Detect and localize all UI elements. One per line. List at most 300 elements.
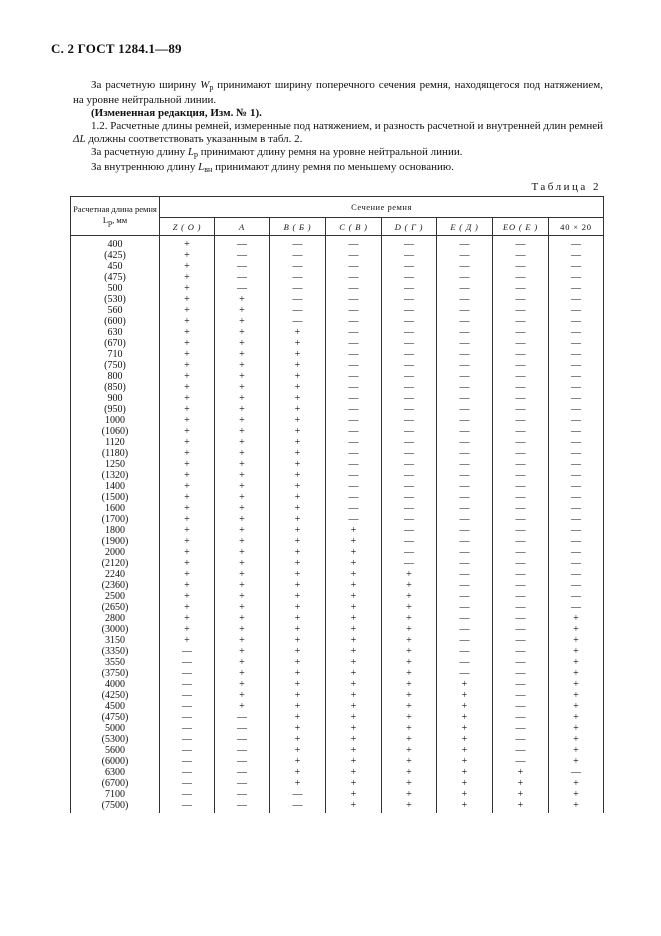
- availability-cell: —: [382, 437, 437, 448]
- availability-cell: +: [326, 657, 382, 668]
- availability-cell: —: [326, 360, 382, 371]
- availability-cell: +: [326, 613, 382, 624]
- availability-cell: —: [270, 305, 326, 316]
- availability-cell: +: [160, 349, 215, 360]
- paragraph-width: [73, 79, 603, 107]
- availability-cell: +: [215, 360, 270, 371]
- availability-cell: —: [437, 382, 493, 393]
- availability-cell: —: [326, 338, 382, 349]
- availability-cell: +: [437, 767, 493, 778]
- availability-cell: —: [437, 316, 493, 327]
- availability-cell: +: [270, 591, 326, 602]
- availability-cell: —: [160, 679, 215, 690]
- availability-cell: +: [215, 602, 270, 613]
- availability-cell: +: [215, 338, 270, 349]
- availability-cell: —: [382, 525, 437, 536]
- availability-cell: —: [549, 481, 604, 492]
- availability-cell: +: [160, 470, 215, 481]
- availability-cell: —: [493, 360, 549, 371]
- availability-cell: —: [549, 470, 604, 481]
- availability-cell: —: [437, 448, 493, 459]
- availability-cell: +: [160, 305, 215, 316]
- availability-cell: +: [270, 701, 326, 712]
- availability-cell: —: [549, 371, 604, 382]
- availability-cell: +: [382, 668, 437, 679]
- availability-cell: +: [270, 646, 326, 657]
- availability-cell: +: [270, 360, 326, 371]
- section-column-header: A: [215, 218, 270, 236]
- table-row: [71, 668, 604, 679]
- table-row: [71, 492, 604, 503]
- belt-length-cell: 5000: [71, 723, 160, 734]
- availability-cell: +: [549, 778, 604, 789]
- availability-cell: —: [382, 371, 437, 382]
- availability-cell: —: [493, 679, 549, 690]
- availability-cell: +: [549, 646, 604, 657]
- availability-cell: +: [215, 316, 270, 327]
- paragraph-text: принимают длину ремня на уровне нейтральной линии.: [198, 146, 463, 158]
- availability-cell: +: [382, 767, 437, 778]
- availability-cell: —: [493, 690, 549, 701]
- availability-cell: —: [437, 657, 493, 668]
- availability-cell: —: [549, 602, 604, 613]
- availability-cell: —: [437, 514, 493, 525]
- table-row: [71, 800, 604, 813]
- availability-cell: —: [493, 371, 549, 382]
- availability-cell: —: [437, 635, 493, 646]
- table-row: [71, 525, 604, 536]
- availability-cell: +: [270, 327, 326, 338]
- availability-cell: —: [549, 272, 604, 283]
- availability-cell: +: [160, 591, 215, 602]
- availability-cell: —: [215, 236, 270, 251]
- availability-cell: —: [215, 723, 270, 734]
- availability-cell: +: [160, 558, 215, 569]
- availability-cell: +: [160, 371, 215, 382]
- table-row: [71, 767, 604, 778]
- availability-cell: —: [493, 459, 549, 470]
- availability-cell: —: [382, 272, 437, 283]
- belt-length-cell: 400: [71, 236, 160, 251]
- availability-cell: +: [160, 415, 215, 426]
- availability-cell: +: [326, 789, 382, 800]
- availability-cell: —: [493, 437, 549, 448]
- availability-cell: —: [270, 272, 326, 283]
- availability-cell: +: [549, 756, 604, 767]
- availability-cell: —: [493, 283, 549, 294]
- availability-cell: +: [493, 800, 549, 813]
- availability-cell: —: [493, 514, 549, 525]
- availability-cell: —: [382, 558, 437, 569]
- availability-cell: +: [326, 591, 382, 602]
- availability-cell: +: [437, 723, 493, 734]
- availability-cell: —: [160, 800, 215, 813]
- availability-cell: +: [215, 371, 270, 382]
- availability-cell: +: [549, 723, 604, 734]
- availability-cell: —: [549, 767, 604, 778]
- availability-cell: —: [549, 393, 604, 404]
- availability-cell: +: [160, 613, 215, 624]
- availability-cell: +: [215, 690, 270, 701]
- availability-cell: +: [270, 712, 326, 723]
- belt-length-cell: (1700): [71, 514, 160, 525]
- availability-cell: —: [326, 327, 382, 338]
- paragraph-text: должны соответствовать указанным в табл. 2.: [85, 133, 303, 145]
- availability-cell: —: [326, 415, 382, 426]
- availability-cell: —: [326, 283, 382, 294]
- belt-length-cell: 1000: [71, 415, 160, 426]
- availability-cell: +: [160, 580, 215, 591]
- availability-cell: —: [215, 734, 270, 745]
- availability-cell: —: [493, 426, 549, 437]
- availability-cell: —: [493, 503, 549, 514]
- availability-cell: —: [382, 503, 437, 514]
- availability-cell: +: [215, 558, 270, 569]
- availability-cell: +: [270, 547, 326, 558]
- availability-cell: —: [326, 470, 382, 481]
- availability-cell: +: [270, 349, 326, 360]
- table-row: [71, 459, 604, 470]
- availability-cell: +: [270, 415, 326, 426]
- availability-cell: —: [437, 236, 493, 251]
- availability-cell: —: [437, 283, 493, 294]
- paragraph-text: За расчетную ширину: [91, 79, 201, 91]
- availability-cell: —: [437, 415, 493, 426]
- availability-cell: —: [493, 236, 549, 251]
- availability-cell: +: [270, 393, 326, 404]
- availability-cell: +: [215, 470, 270, 481]
- paragraph-1-2: [73, 120, 603, 146]
- availability-cell: —: [382, 236, 437, 251]
- availability-cell: —: [382, 536, 437, 547]
- availability-cell: +: [160, 426, 215, 437]
- availability-cell: +: [215, 459, 270, 470]
- availability-cell: —: [493, 492, 549, 503]
- belt-length-cell: (3350): [71, 646, 160, 657]
- table-row: [71, 382, 604, 393]
- availability-cell: —: [215, 778, 270, 789]
- availability-cell: —: [326, 236, 382, 251]
- availability-cell: —: [493, 547, 549, 558]
- availability-cell: —: [160, 778, 215, 789]
- availability-cell: —: [326, 393, 382, 404]
- availability-cell: —: [549, 283, 604, 294]
- availability-cell: +: [270, 690, 326, 701]
- availability-cell: +: [160, 327, 215, 338]
- availability-cell: —: [549, 459, 604, 470]
- availability-cell: —: [493, 305, 549, 316]
- availability-cell: —: [326, 404, 382, 415]
- belt-length-cell: (750): [71, 360, 160, 371]
- availability-cell: +: [215, 613, 270, 624]
- availability-cell: +: [270, 767, 326, 778]
- availability-cell: +: [215, 327, 270, 338]
- belt-length-cell: (3750): [71, 668, 160, 679]
- table-row: [71, 635, 604, 646]
- availability-cell: —: [160, 767, 215, 778]
- availability-cell: +: [382, 580, 437, 591]
- availability-cell: —: [215, 712, 270, 723]
- table-row: [71, 624, 604, 635]
- availability-cell: —: [326, 459, 382, 470]
- availability-cell: +: [215, 646, 270, 657]
- belt-length-cell: 2500: [71, 591, 160, 602]
- availability-cell: —: [326, 272, 382, 283]
- availability-cell: —: [493, 261, 549, 272]
- belt-length-cell: 1120: [71, 437, 160, 448]
- belt-length-cell: (530): [71, 294, 160, 305]
- availability-cell: +: [382, 800, 437, 813]
- availability-cell: —: [493, 657, 549, 668]
- length-column-header: [71, 197, 160, 236]
- table-row: [71, 371, 604, 382]
- availability-cell: +: [215, 525, 270, 536]
- table-caption: Таблица 2: [531, 181, 601, 193]
- belt-length-cell: (1900): [71, 536, 160, 547]
- availability-cell: +: [215, 547, 270, 558]
- belt-length-cell: (670): [71, 338, 160, 349]
- availability-cell: +: [326, 734, 382, 745]
- belt-length-cell: 3150: [71, 635, 160, 646]
- availability-cell: +: [326, 624, 382, 635]
- availability-cell: —: [326, 481, 382, 492]
- availability-cell: —: [493, 701, 549, 712]
- table-row: [71, 602, 604, 613]
- availability-cell: +: [270, 459, 326, 470]
- availability-cell: —: [270, 236, 326, 251]
- table-row: [71, 591, 604, 602]
- availability-cell: +: [270, 745, 326, 756]
- section-group-header: Сечение ремня: [160, 197, 604, 218]
- table-row: [71, 327, 604, 338]
- availability-cell: —: [270, 250, 326, 261]
- availability-cell: —: [437, 547, 493, 558]
- availability-cell: +: [437, 745, 493, 756]
- table-row: [71, 481, 604, 492]
- availability-cell: +: [215, 514, 270, 525]
- paragraph-text: принимают ширину поперечного сечения ремня, находящегося под натяжением, на уровне нейтральной линии.: [73, 79, 603, 106]
- availability-cell: +: [270, 426, 326, 437]
- availability-cell: —: [326, 514, 382, 525]
- availability-cell: —: [382, 283, 437, 294]
- availability-cell: +: [382, 679, 437, 690]
- availability-cell: —: [437, 459, 493, 470]
- availability-cell: —: [493, 470, 549, 481]
- belt-length-cell: (6700): [71, 778, 160, 789]
- availability-cell: —: [382, 481, 437, 492]
- belt-length-cell: 800: [71, 371, 160, 382]
- availability-cell: +: [549, 712, 604, 723]
- availability-cell: —: [326, 294, 382, 305]
- table-row: [71, 580, 604, 591]
- availability-cell: +: [270, 657, 326, 668]
- symbol-l: L: [198, 161, 205, 173]
- availability-cell: —: [493, 250, 549, 261]
- availability-cell: —: [437, 437, 493, 448]
- belt-length-cell: 1800: [71, 525, 160, 536]
- table-row: [71, 316, 604, 327]
- availability-cell: —: [160, 712, 215, 723]
- availability-cell: —: [270, 261, 326, 272]
- availability-cell: —: [382, 514, 437, 525]
- availability-cell: +: [160, 283, 215, 294]
- availability-cell: +: [215, 569, 270, 580]
- availability-cell: +: [270, 470, 326, 481]
- availability-cell: —: [215, 272, 270, 283]
- availability-cell: +: [215, 624, 270, 635]
- availability-cell: +: [160, 536, 215, 547]
- availability-cell: +: [549, 800, 604, 813]
- availability-cell: —: [493, 404, 549, 415]
- availability-cell: +: [326, 547, 382, 558]
- availability-cell: —: [549, 437, 604, 448]
- availability-cell: —: [493, 536, 549, 547]
- availability-cell: —: [437, 503, 493, 514]
- paragraph-text: принимают длину ремня по меньшему основанию.: [212, 161, 454, 173]
- availability-cell: —: [493, 745, 549, 756]
- section-column-header: EO ( E ): [493, 218, 549, 236]
- availability-cell: +: [382, 690, 437, 701]
- table-row: [71, 404, 604, 415]
- availability-cell: +: [326, 679, 382, 690]
- availability-cell: +: [270, 448, 326, 459]
- availability-cell: —: [382, 448, 437, 459]
- table-row: [71, 470, 604, 481]
- availability-cell: +: [215, 679, 270, 690]
- availability-cell: +: [270, 492, 326, 503]
- availability-cell: —: [549, 580, 604, 591]
- availability-cell: —: [493, 382, 549, 393]
- paragraph-text: 1.2. Расчетные длины ремней, измеренные под натяжением, и разность расчетной и внутренней длин ремней: [91, 120, 603, 132]
- availability-cell: +: [270, 624, 326, 635]
- table-row: [71, 426, 604, 437]
- availability-cell: +: [270, 756, 326, 767]
- availability-cell: +: [437, 690, 493, 701]
- availability-cell: —: [437, 558, 493, 569]
- availability-cell: +: [215, 668, 270, 679]
- availability-cell: —: [549, 261, 604, 272]
- availability-cell: —: [160, 734, 215, 745]
- belt-length-cell: (4750): [71, 712, 160, 723]
- belt-length-cell: (2360): [71, 580, 160, 591]
- availability-cell: —: [326, 448, 382, 459]
- availability-cell: +: [437, 734, 493, 745]
- availability-cell: —: [326, 305, 382, 316]
- availability-cell: —: [493, 338, 549, 349]
- table-row: [71, 236, 604, 251]
- table-row: [71, 558, 604, 569]
- availability-cell: +: [215, 701, 270, 712]
- table-row: [71, 448, 604, 459]
- availability-cell: +: [382, 712, 437, 723]
- table-row: [71, 261, 604, 272]
- availability-cell: +: [326, 701, 382, 712]
- availability-cell: +: [437, 712, 493, 723]
- availability-cell: —: [493, 712, 549, 723]
- availability-cell: —: [549, 514, 604, 525]
- availability-cell: +: [215, 426, 270, 437]
- availability-cell: —: [493, 558, 549, 569]
- table-row: [71, 701, 604, 712]
- table-row: [71, 393, 604, 404]
- availability-cell: +: [326, 778, 382, 789]
- availability-cell: +: [160, 569, 215, 580]
- belt-length-cell: (3000): [71, 624, 160, 635]
- availability-cell: +: [382, 756, 437, 767]
- availability-cell: —: [493, 294, 549, 305]
- belt-length-cell: (6000): [71, 756, 160, 767]
- amendment-note: (Измененная редакция, Изм. № 1).: [91, 107, 262, 119]
- availability-cell: +: [549, 657, 604, 668]
- availability-cell: —: [382, 492, 437, 503]
- table-row: [71, 360, 604, 371]
- section-column-header: Z ( O ): [160, 218, 215, 236]
- availability-cell: +: [160, 481, 215, 492]
- availability-cell: —: [326, 382, 382, 393]
- availability-cell: —: [382, 547, 437, 558]
- availability-cell: +: [215, 437, 270, 448]
- belt-length-cell: 630: [71, 327, 160, 338]
- availability-cell: —: [493, 635, 549, 646]
- belt-length-cell: (1500): [71, 492, 160, 503]
- availability-cell: +: [326, 767, 382, 778]
- availability-cell: —: [549, 382, 604, 393]
- availability-cell: —: [549, 525, 604, 536]
- availability-cell: +: [549, 789, 604, 800]
- belt-length-cell: 1600: [71, 503, 160, 514]
- availability-cell: —: [270, 316, 326, 327]
- availability-cell: +: [270, 514, 326, 525]
- availability-cell: —: [493, 327, 549, 338]
- length-header-subscript: p: [108, 218, 113, 227]
- availability-cell: +: [382, 602, 437, 613]
- availability-cell: —: [437, 349, 493, 360]
- availability-cell: +: [437, 800, 493, 813]
- availability-cell: +: [270, 668, 326, 679]
- availability-cell: —: [437, 602, 493, 613]
- table-row: [71, 503, 604, 514]
- symbol-w: W: [200, 79, 210, 91]
- belt-length-cell: 5600: [71, 745, 160, 756]
- availability-cell: +: [270, 580, 326, 591]
- availability-cell: —: [326, 503, 382, 514]
- availability-cell: +: [382, 723, 437, 734]
- availability-cell: —: [382, 360, 437, 371]
- availability-cell: —: [549, 338, 604, 349]
- availability-cell: +: [382, 701, 437, 712]
- availability-cell: +: [215, 448, 270, 459]
- belt-length-cell: (950): [71, 404, 160, 415]
- belt-length-cell: 4500: [71, 701, 160, 712]
- availability-cell: —: [215, 250, 270, 261]
- table-row: [71, 690, 604, 701]
- availability-cell: +: [326, 712, 382, 723]
- availability-cell: —: [493, 723, 549, 734]
- availability-cell: +: [160, 404, 215, 415]
- table-row: [71, 272, 604, 283]
- availability-cell: +: [326, 558, 382, 569]
- availability-cell: +: [382, 789, 437, 800]
- availability-cell: —: [326, 437, 382, 448]
- availability-cell: —: [549, 492, 604, 503]
- availability-cell: +: [326, 756, 382, 767]
- availability-cell: —: [549, 294, 604, 305]
- availability-cell: —: [549, 415, 604, 426]
- availability-cell: —: [382, 316, 437, 327]
- section-column-header: C ( B ): [326, 218, 382, 236]
- availability-cell: —: [215, 756, 270, 767]
- availability-cell: —: [270, 800, 326, 813]
